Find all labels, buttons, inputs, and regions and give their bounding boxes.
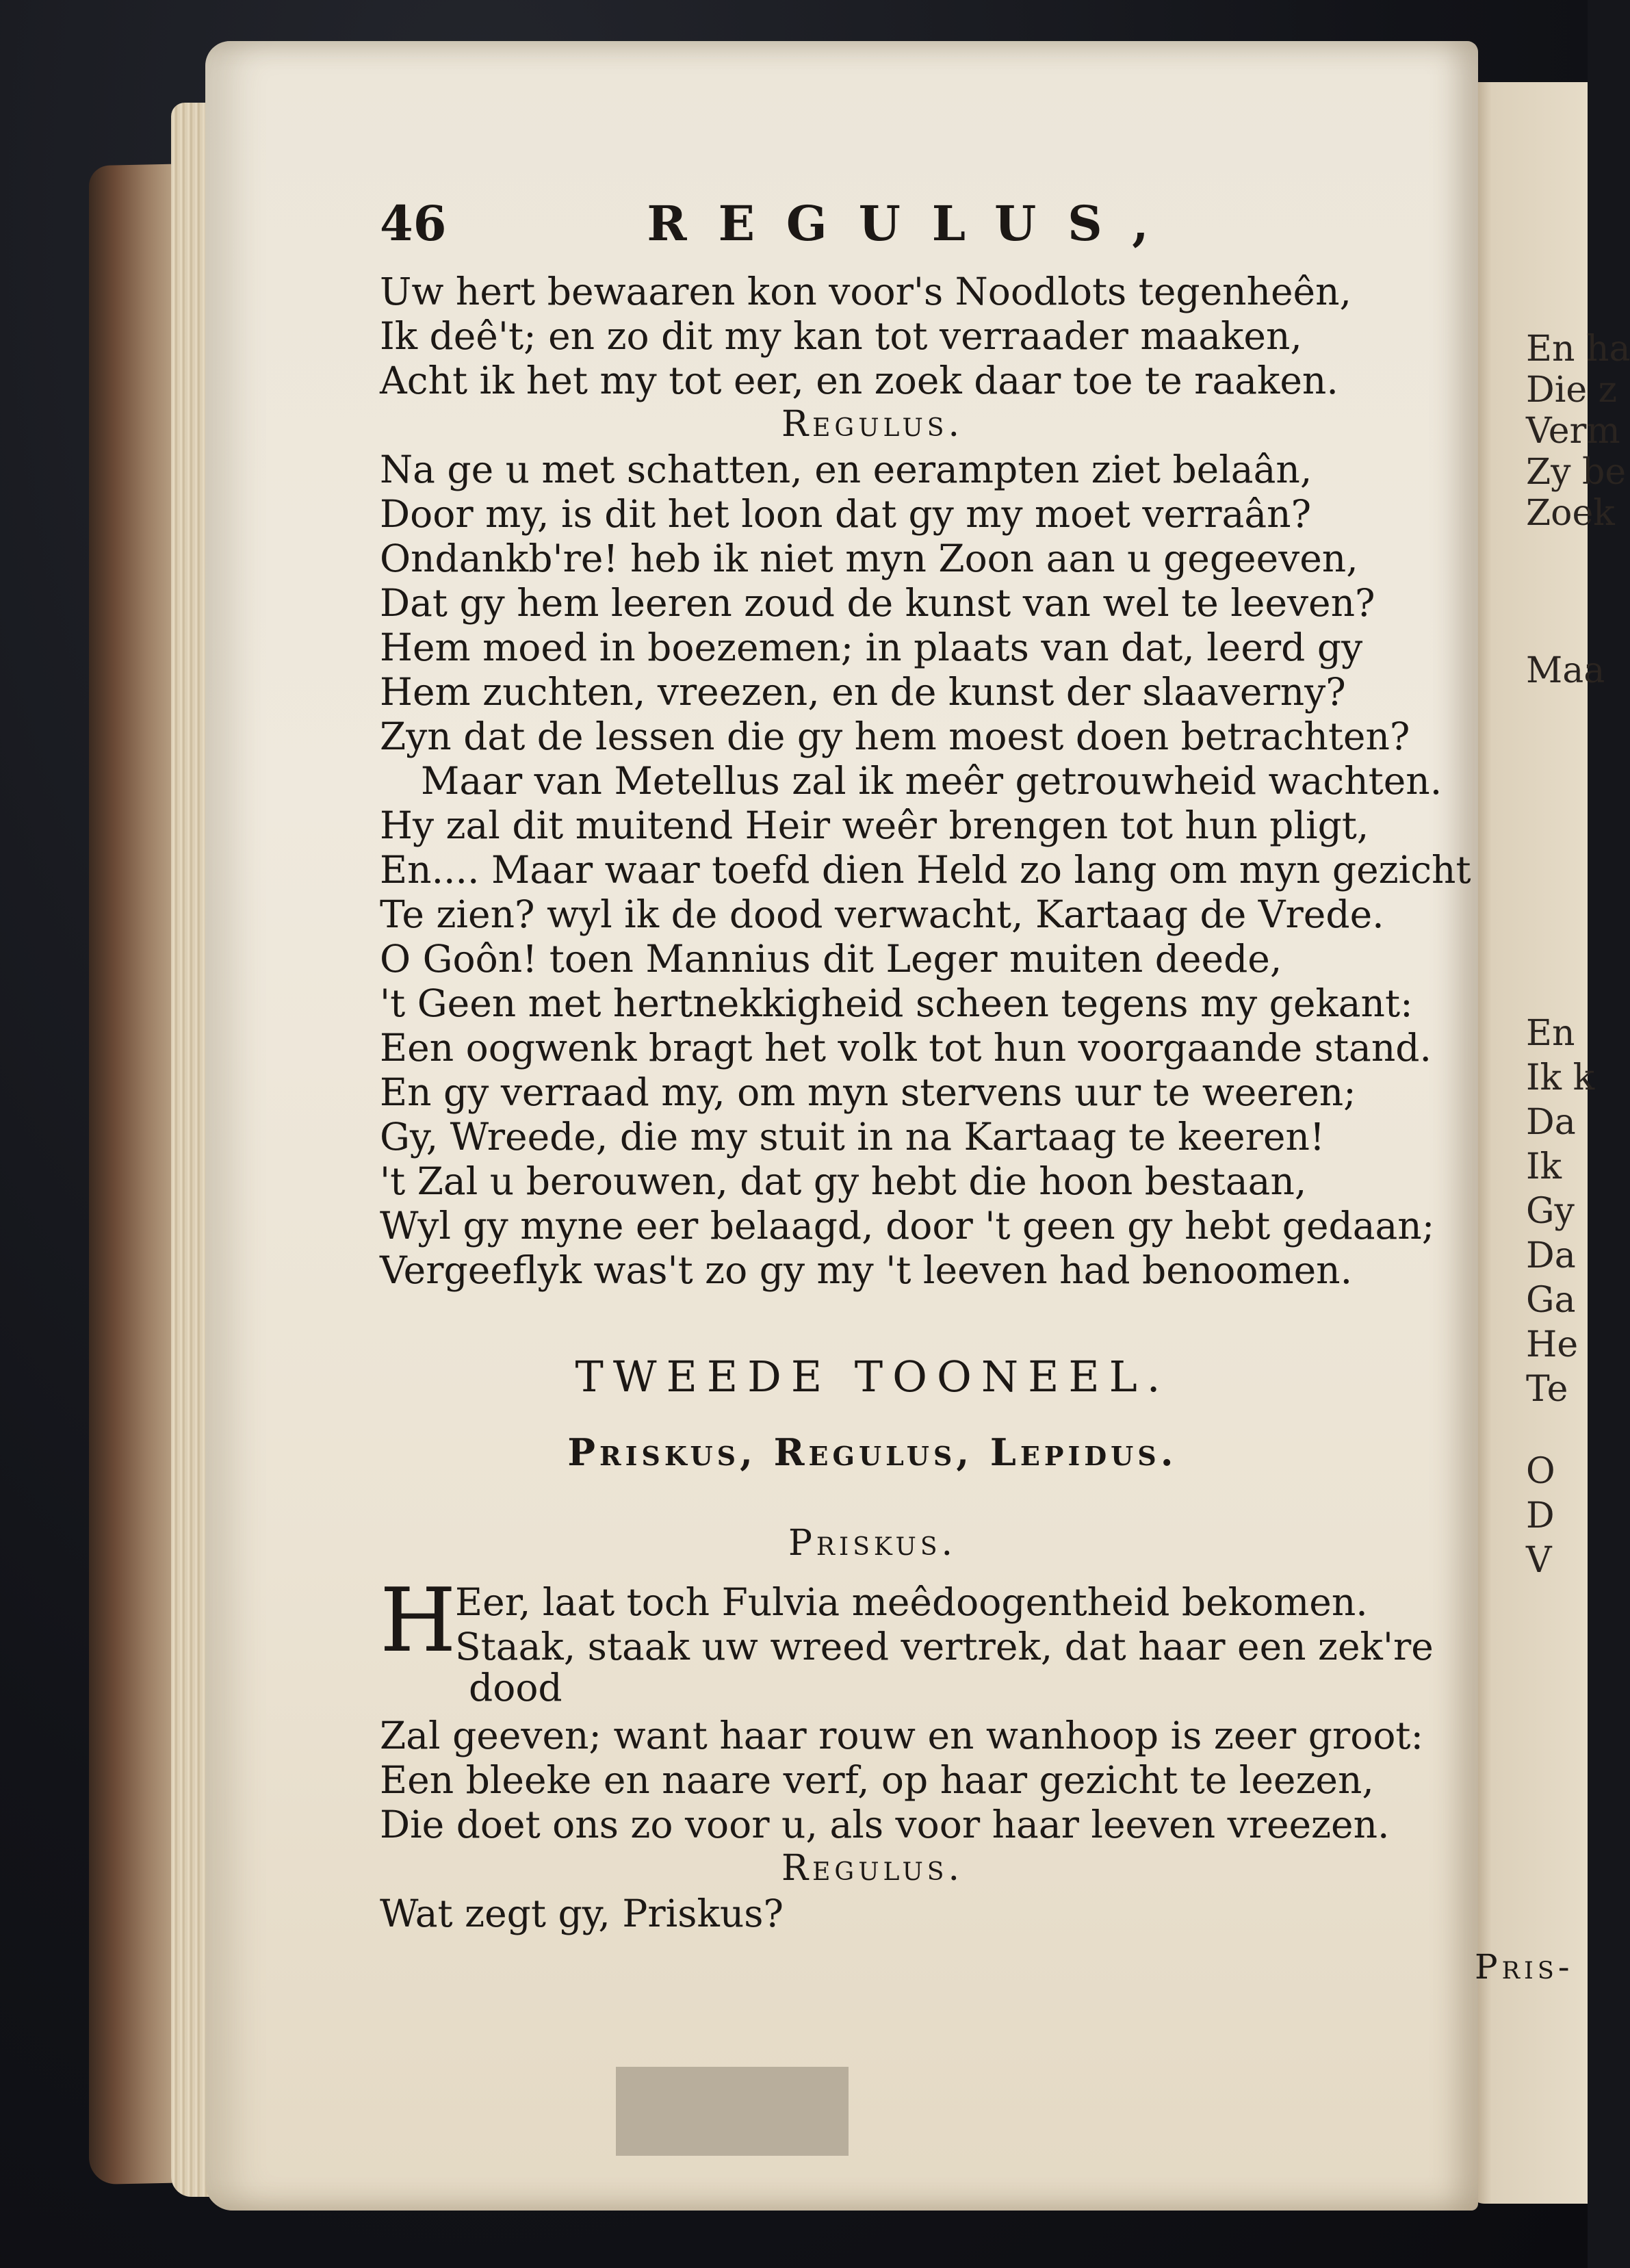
verse-line: Hem zuchten, vreezen, en de kunst der slaaverny? xyxy=(380,670,1346,714)
verse-line: Te zien? wyl ik de dood verwacht, Kartaag de Vrede. xyxy=(380,892,1384,936)
facing-line: Ik xyxy=(1526,1146,1562,1187)
verse-line: Na ge u met schatten, en eerampten ziet belaân, xyxy=(380,448,1312,491)
verse-line: Acht ik het my tot eer, en zoek daar toe te raaken. xyxy=(380,359,1338,402)
verse-line: Eer, laat toch Fulvia meêdoogentheid bekomen. xyxy=(455,1580,1368,1624)
paper-patch xyxy=(616,2067,849,2156)
verse-line: En gy verraad my, om myn stervens uur te weeren; xyxy=(380,1070,1356,1114)
verse-line: Vergeeflyk was't zo gy my 't leeven had benoomen. xyxy=(380,1248,1353,1292)
facing-line: Da xyxy=(1526,1102,1576,1143)
verse-line: Een oogwenk bragt het volk tot hun voorgaande stand. xyxy=(380,1026,1432,1070)
drop-cap: H xyxy=(380,1570,456,1672)
facing-line: Zoek xyxy=(1526,493,1615,534)
catchword: Pris- xyxy=(1475,1947,1574,1987)
facing-line: Verm xyxy=(1526,411,1620,452)
facing-page xyxy=(1464,82,1630,2204)
verse-line: 't Zal u berouwen, dat gy hebt die hoon bestaan, xyxy=(380,1159,1307,1203)
facing-line: Die z xyxy=(1526,370,1618,411)
verse-line: dood xyxy=(469,1666,562,1710)
verse-line: Hem moed in boezemen; in plaats van dat, leerd gy xyxy=(380,626,1363,669)
verse-line: Hy zal dit muitend Heir weêr brengen tot hun pligt, xyxy=(380,803,1369,847)
verse-line: Maar van Metellus zal ik meêr getrouwheid wachten. xyxy=(421,759,1443,803)
verse-line: Een bleeke en naare verf, op haar gezicht te leezen, xyxy=(380,1758,1374,1802)
verse-line: Zyn dat de lessen die gy hem moest doen betrachten? xyxy=(380,714,1410,758)
verse-line: Dat gy hem leeren zoud de kunst van wel te leeven? xyxy=(380,581,1375,625)
facing-line: Zy be xyxy=(1526,452,1627,493)
facing-line: En ha xyxy=(1526,328,1630,370)
facing-line: En xyxy=(1526,1013,1575,1054)
facing-line: Te xyxy=(1526,1369,1568,1410)
verse-line: O Goôn! toen Mannius dit Leger muiten deede, xyxy=(380,937,1282,981)
speaker-heading: Priskus. xyxy=(788,1523,957,1564)
verse-line: Staak, staak uw wreed vertrek, dat haar een zek're xyxy=(455,1625,1434,1668)
facing-line: He xyxy=(1526,1324,1579,1365)
verse-line: Ik deê't; en zo dit my kan tot verraader maaken, xyxy=(380,314,1302,358)
speaker-heading: Regulus. xyxy=(781,1848,963,1889)
verse-line: Uw hert bewaaren kon voor's Noodlots tegenheên, xyxy=(380,270,1352,313)
verse-line: Door my, is dit het loon dat gy my moet verraân? xyxy=(380,492,1312,536)
verse-line: 't Geen met hertnekkigheid scheen tegens my gekant: xyxy=(380,981,1413,1025)
cast-list: Priskus, Regulus, Lepidus. xyxy=(567,1430,1178,1474)
facing-line: Gy xyxy=(1526,1191,1575,1232)
facing-line: V xyxy=(1526,1540,1552,1581)
verse-line: Zal geeven; want haar rouw en wanhoop is zeer groot: xyxy=(380,1714,1424,1757)
verse-line: Wyl gy myne eer belaagd, door 't geen gy hebt gedaan; xyxy=(380,1204,1435,1248)
verse-line: Gy, Wreede, die my stuit in na Kartaag te keeren! xyxy=(380,1115,1325,1159)
facing-line: D xyxy=(1526,1495,1555,1536)
verse-line: En.... Maar waar toefd dien Held zo lang om myn gezicht xyxy=(380,848,1471,892)
verse-line: Ondankb're! heb ik niet myn Zoon aan u gegeeven, xyxy=(380,537,1358,580)
facing-line: Maa xyxy=(1526,650,1605,691)
page-number: 46 xyxy=(380,195,447,252)
speaker-heading: Regulus. xyxy=(781,404,963,445)
running-title: REGULUS, xyxy=(647,195,1180,252)
facing-line: Ga xyxy=(1526,1280,1576,1321)
scene-title: TWEEDE TOONEEL. xyxy=(575,1352,1170,1402)
page-header xyxy=(380,195,1393,277)
facing-line: Ik k xyxy=(1526,1057,1595,1098)
facing-line: O xyxy=(1526,1451,1555,1492)
verse-line: Wat zegt gy, Priskus? xyxy=(380,1892,784,1935)
facing-line: Da xyxy=(1526,1235,1576,1276)
verse-line: Die doet ons zo voor u, als voor haar leeven vreezen. xyxy=(380,1803,1390,1846)
